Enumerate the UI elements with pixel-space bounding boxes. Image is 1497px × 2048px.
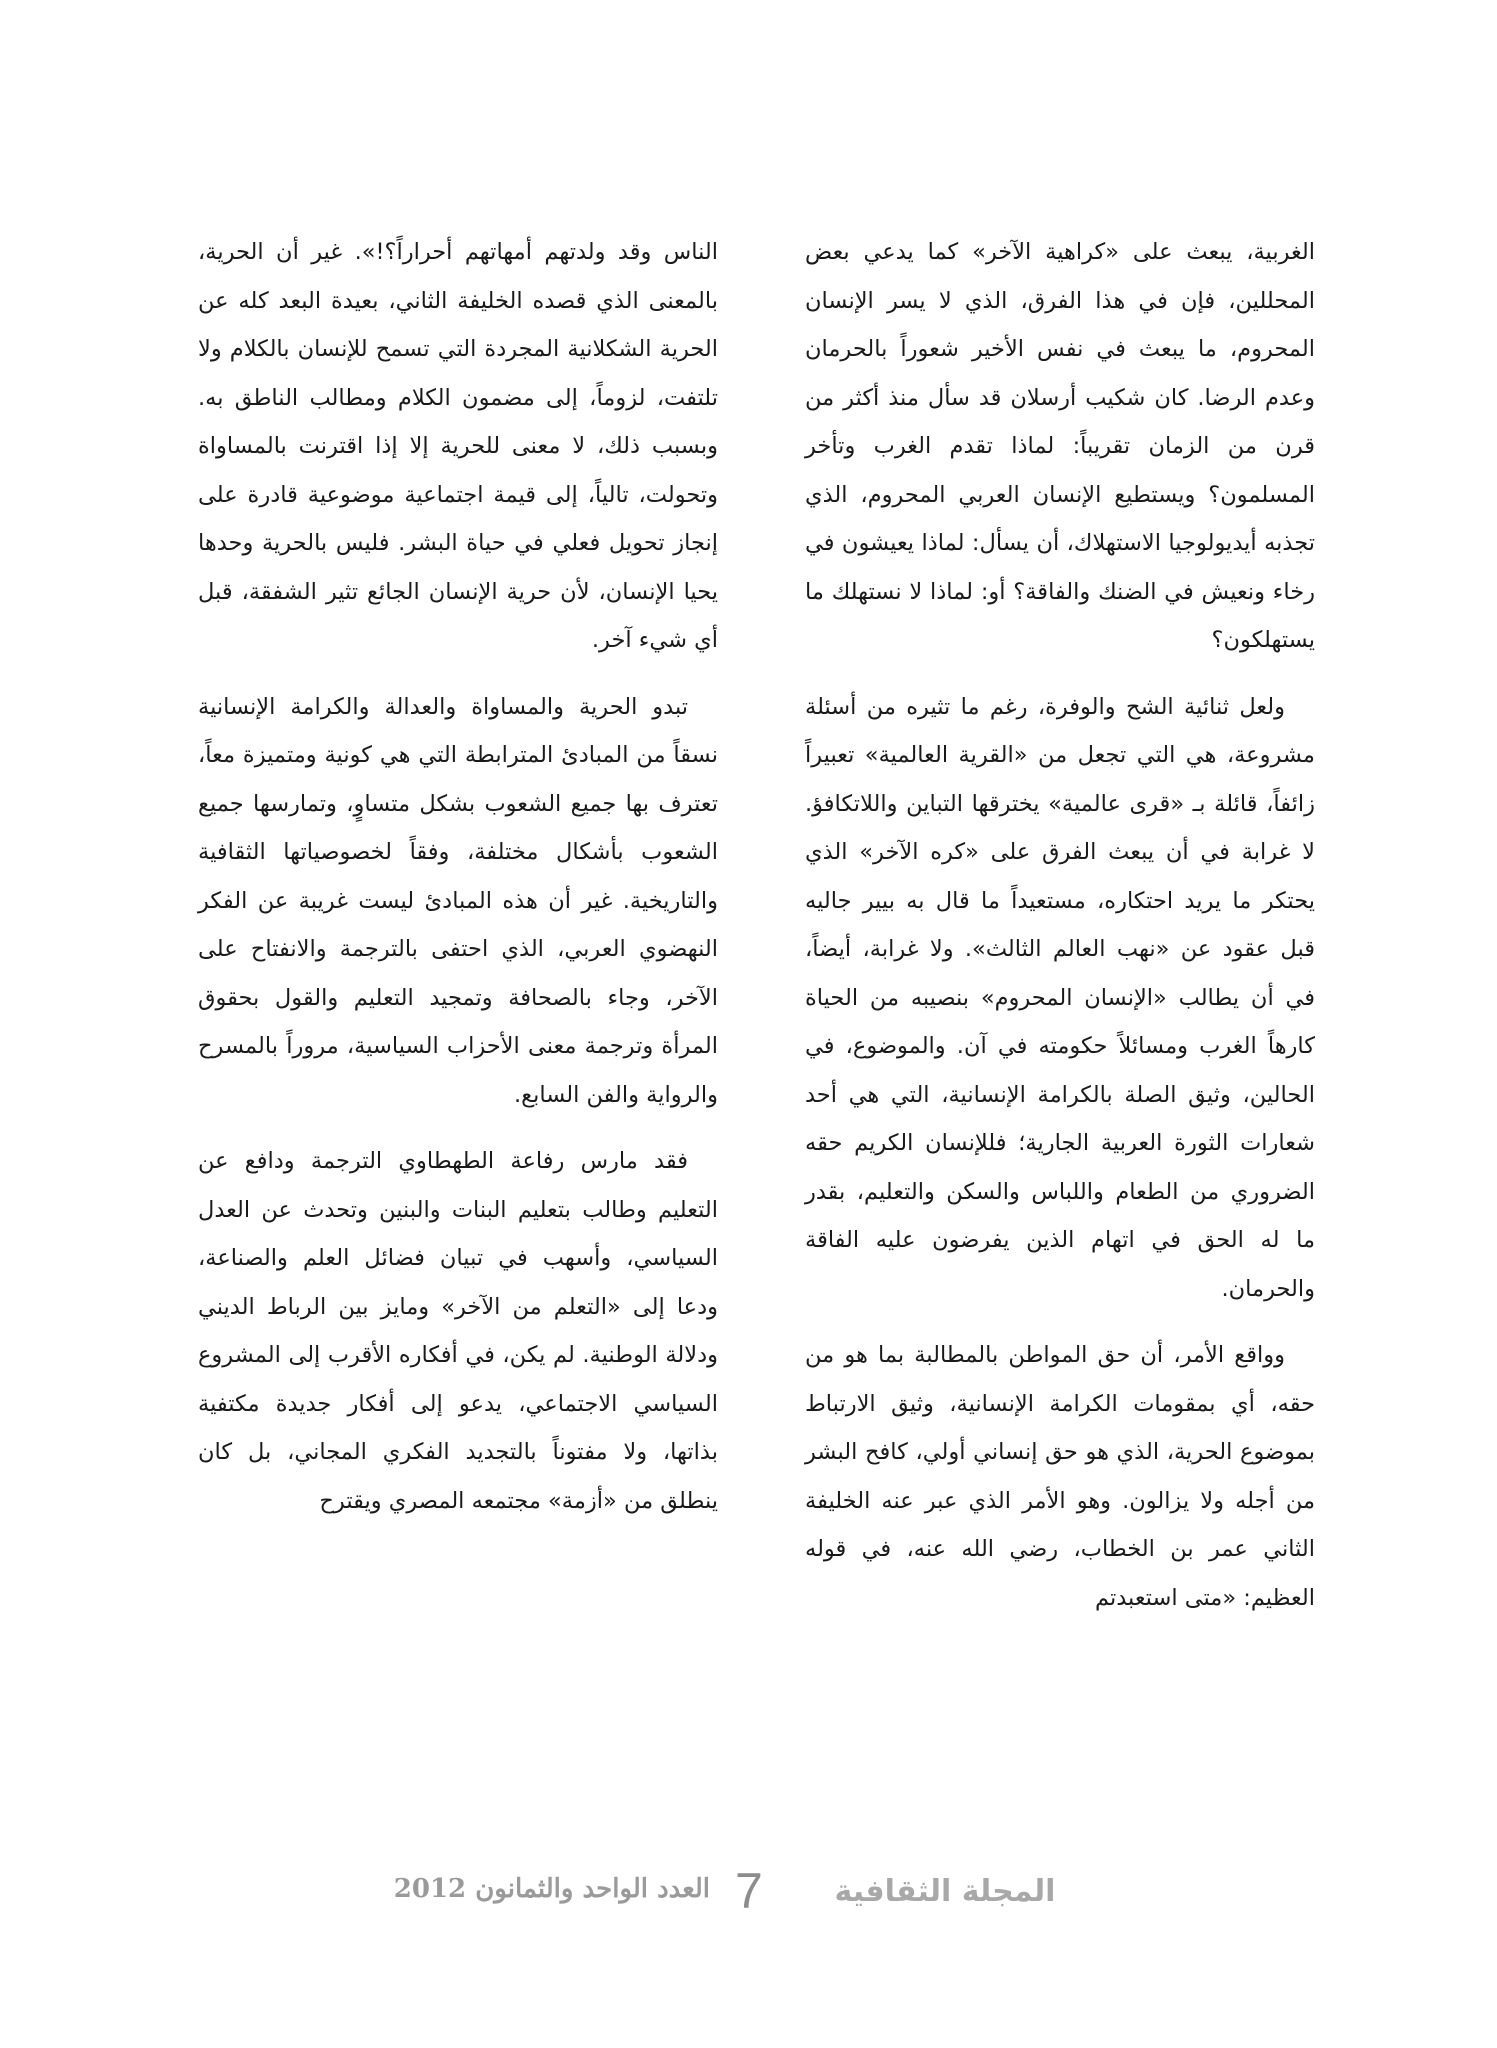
right-column [805, 228, 1315, 1640]
paragraph: ولعل ثنائية الشح والوفرة، رغم ما تثيره من أسئلة مشروعة، هي التي تجعل من «القرية العالمية» تعبيراً زائفاً، قائلة بـ «قرى عالمية» يخترقها التباين واللاتكافؤ. لا غرابة في أن يبعث الفرق على «كره الآخر» الذي يحتكر ما يريد احتكاره، مستعيداً ما قال به بيير جاليه قبل عقود عن «نهب العالم الثالث». ولا غرابة، أيضاً، في أن يطالب «الإنسان المحروم» بنصيبه من الحياة كارهاً الغرب ومسائلاً حكومته في آن. والموضوع، في الحالين، وثيق الصلة بالكرامة الإنسانية، التي هي أحد شعارات الثورة العربية الجارية؛ فللإنسان الكريم حقه الضروري من الطعام واللباس والسكن والتعليم، بقدر ما له الحق في اتهام الذين يفرضون عليه الفاقة والحرمان. [805, 693, 1315, 1302]
paragraph: فقد مارس رفاعة الطهطاوي الترجمة ودافع عن التعليم وطالب بتعليم البنات والبنين وتحدث عن العدل السياسي، وأسهب في تبيان فضائل العلم والصناعة، ودعا إلى «التعلم من الآخر» ومايز بين الرباط الديني ودلالة الوطنية. لم يكن، في أفكاره الأقرب إلى المشروع السياسي الاجتماعي، يدعو إلى أفكار جديدة مكتفية بذاتها، ولا مفتوناً بالتجديد الفكري المجاني، بل كان ينطلق من «أزمة» مجتمعه المصري ويقترح [198, 1148, 718, 1514]
page-footer [0, 1863, 1497, 1928]
paragraph: الناس وقد ولدتهم أمهاتهم أحراراً؟!». غير أن الحرية، بالمعنى الذي قصده الخليفة الثاني، بعيدة البعد كله عن الحرية الشكلانية المجردة التي تسمح للإنسان بالكلام ولا تلتفت، لزوماً، إلى مضمون الكلام ومطالب الناطق به. وبسبب ذلك، لا معنى للحرية إلا إذا اقترنت بالمساواة وتحولت، تالياً، إلى قيمة اجتماعية موضوعية قادرة على إنجاز تحويل فعلي في حياة البشر. فليس بالحرية وحدها يحيا الإنسان، لأن حرية الإنسان الجائع تثير الشفقة، قبل أي شيء آخر. [198, 239, 718, 653]
issue-label: العدد الواحد والثمانون 2012 [393, 1874, 710, 1904]
paragraph: وواقع الأمر، أن حق المواطن بالمطالبة بما هو من حقه، أي بمقومات الكرامة الإنسانية، وثيق الارتباط بموضوع الحرية، الذي هو حق إنساني أولي، كافح البشر من أجله ولا يزالون. وهو الأمر الذي عبر عنه الخليفة الثاني عمر بن الخطاب، رضي الله عنه، في قوله العظيم: «متى استعبدتم [805, 1342, 1315, 1611]
page-number: 7 [735, 1863, 763, 1919]
paragraph: الغربية، يبعث على «كراهية الآخر» كما يدعي بعض المحللين، فإن في هذا الفرق، الذي لا يسر الإنسان المحروم، ما يبعث في نفس الأخير شعوراً بالحرمان وعدم الرضا. كان شكيب أرسلان قد سأل منذ أكثر من قرن من الزمان تقريباً: لماذا تقدم الغرب وتأخر المسلمون؟ ويستطيع الإنسان العربي المحروم، الذي تجذبه أيديولوجيا الاستهلاك، أن يسأل: لماذا يعيشون في رخاء ونعيش في الضنك والفاقة؟ أو: لماذا لا نستهلك ما يستهلكون؟ [805, 239, 1315, 653]
left-column [198, 228, 718, 1543]
paragraph: تبدو الحرية والمساواة والعدالة والكرامة الإنسانية نسقاً من المبادئ المترابطة التي هي كونية ومتميزة معاً، تعترف بها جميع الشعوب بشكل متساوٍ، وتمارسها جميع الشعوب بأشكال مختلفة، وفقاً لخصوصياتها الثقافية والتاريخية. غير أن هذه المبادئ ليست غريبة عن الفكر النهضوي العربي، الذي احتفى بالترجمة والانفتاح على الآخر، وجاء بالصحافة وتمجيد التعليم والقول بحقوق المرأة وترجمة معنى الأحزاب السياسية، مروراً بالمسرح والرواية والفن السابع. [198, 693, 718, 1108]
magazine-name: المجلة الثقافية [834, 1874, 1056, 1909]
